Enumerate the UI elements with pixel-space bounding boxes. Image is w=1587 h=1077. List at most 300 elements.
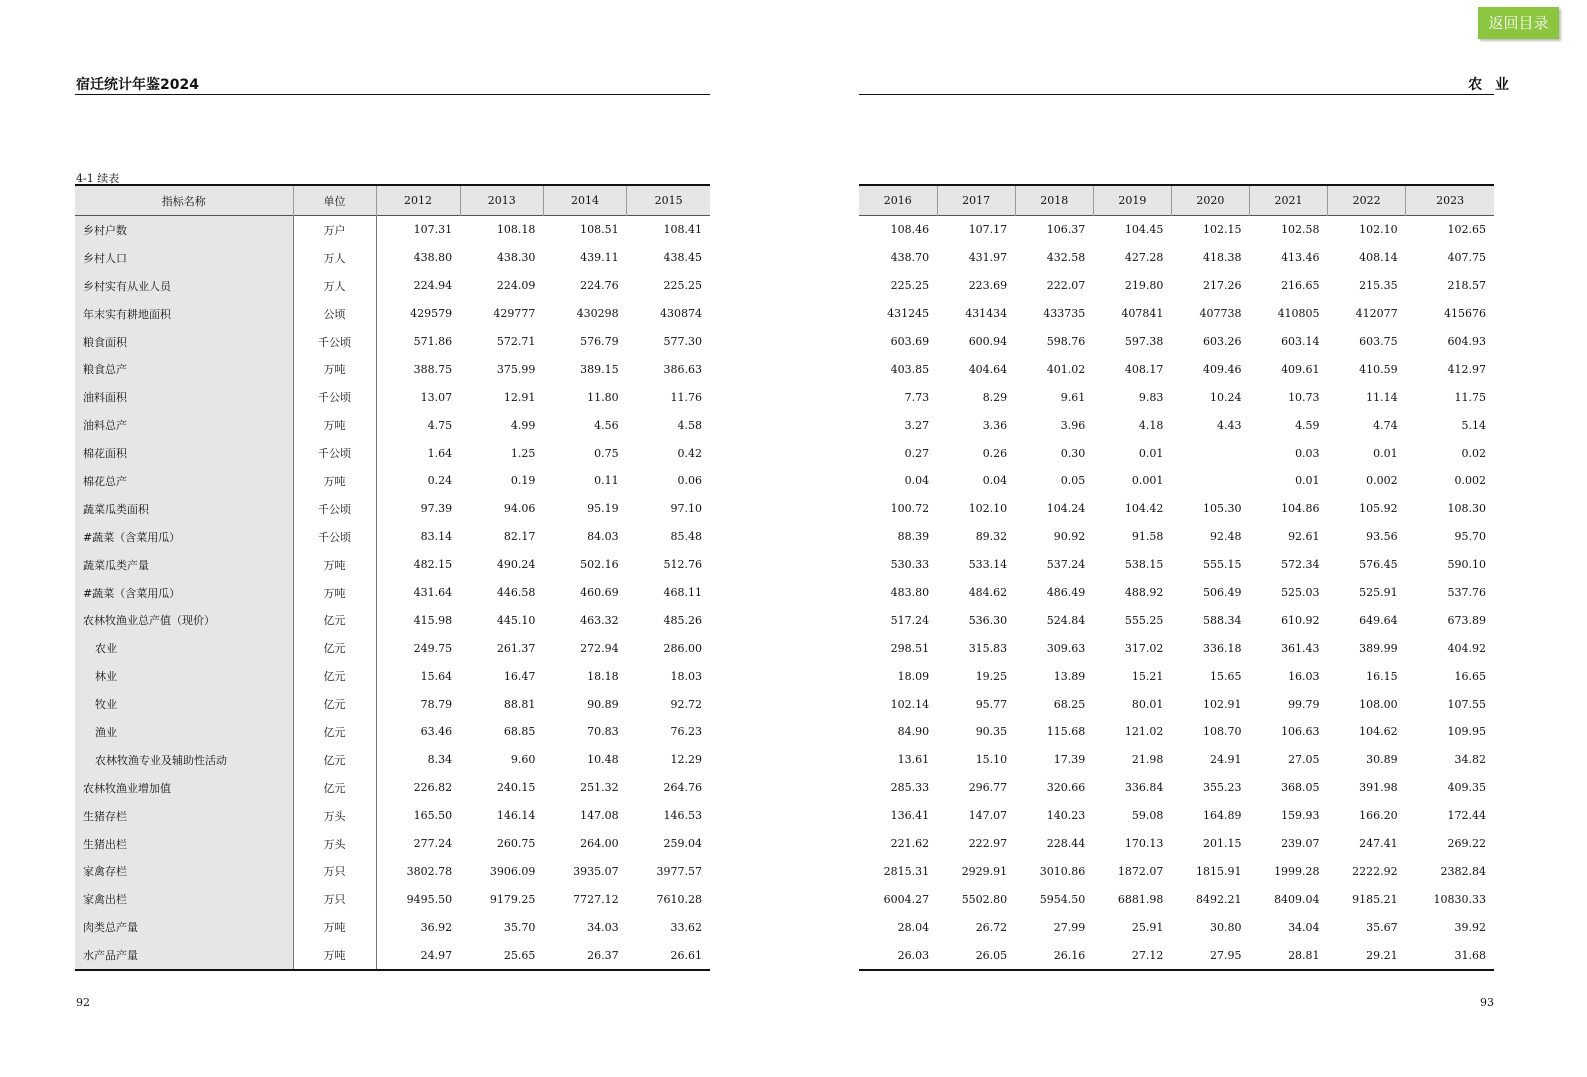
- table-row: [75, 383, 710, 411]
- table-cell: 429579: [410, 307, 453, 321]
- table-cell: 555.15: [1202, 558, 1242, 572]
- table-cell: 16.47: [503, 669, 536, 683]
- table-cell: 261.37: [496, 641, 536, 655]
- table-cell: 63.46: [420, 725, 453, 739]
- table-cell: 97.39: [420, 502, 453, 516]
- table-cell: 28.81: [1249, 941, 1327, 970]
- table-cell: 35.70: [503, 920, 536, 934]
- table-cell: 588.34: [1202, 613, 1242, 627]
- table-cell: 104.24: [1046, 502, 1086, 516]
- table-cell: 88.81: [503, 697, 536, 711]
- table-cell: 76.23: [670, 725, 702, 739]
- table-cell: 240.15: [496, 781, 536, 795]
- table-cell: 533.14: [968, 558, 1008, 572]
- table-cell: 104.86: [1281, 502, 1320, 516]
- table-cell: 517.24: [890, 613, 930, 627]
- table-cell: 0.19: [510, 474, 536, 488]
- table-cell: 409.35: [1447, 781, 1486, 795]
- table-cell: 572.71: [496, 335, 536, 348]
- table-cell: 24.91: [1209, 753, 1242, 767]
- row-unit: 万只: [293, 857, 376, 885]
- row-label: 油料面积: [75, 383, 293, 411]
- table-row: [859, 411, 1494, 439]
- table-cell: 429777: [493, 307, 536, 321]
- column-header-year: 2016: [859, 185, 937, 216]
- table-cell: 172.44: [1447, 809, 1486, 823]
- table-cell: 18.18: [587, 669, 619, 683]
- row-label: 年末实有耕地面积: [75, 300, 293, 328]
- table-header-row: [859, 185, 1494, 216]
- table-cell: 438.70: [890, 251, 930, 265]
- table-cell: 432.58: [1046, 251, 1086, 265]
- table-cell: 3010.86: [1039, 864, 1086, 878]
- table-cell: 408.14: [1359, 251, 1398, 265]
- row-unit: 万吨: [293, 579, 376, 607]
- table-row: [859, 272, 1494, 300]
- table-cell: 16.15: [1366, 669, 1398, 683]
- table-cell: 16.03: [1288, 669, 1320, 683]
- table-cell: 105.30: [1202, 502, 1242, 516]
- table-cell: 107.55: [1447, 697, 1486, 711]
- row-label: 农林牧渔业增加值: [75, 774, 293, 802]
- table-cell: 39.92: [1454, 920, 1486, 934]
- column-header-unit: 单位: [293, 185, 376, 216]
- table-cell: 2815.31: [883, 864, 930, 878]
- page-number-left: 92: [76, 996, 90, 1009]
- table-cell: 102.65: [1447, 223, 1486, 237]
- table-cell: 136.41: [890, 809, 930, 823]
- table-row: [75, 718, 710, 746]
- table-cell: 572.34: [1281, 558, 1320, 572]
- table-cell: 9.60: [510, 753, 536, 767]
- table-cell: 431.64: [413, 586, 453, 600]
- table-cell: 11.14: [1366, 390, 1398, 404]
- row-unit: 万只: [293, 885, 376, 913]
- table-cell: 85.48: [670, 530, 702, 544]
- row-unit: 千公顷: [293, 495, 376, 523]
- row-label: 油料总产: [75, 411, 293, 439]
- table-cell: 0.04: [904, 474, 930, 488]
- column-header-year: 2015: [627, 185, 710, 216]
- table-cell: 286.00: [663, 641, 702, 655]
- table-cell: 88.39: [897, 530, 930, 544]
- row-unit: 亿元: [293, 746, 376, 774]
- table-cell: 0.11: [594, 474, 619, 488]
- table-cell: 269.22: [1447, 837, 1486, 851]
- table-row: [75, 802, 710, 830]
- table-cell: 27.99: [1053, 920, 1086, 934]
- table-cell: 12.91: [503, 390, 536, 404]
- table-cell: 106.63: [1281, 725, 1320, 739]
- table-cell: 538.15: [1124, 558, 1164, 572]
- table-row: [859, 244, 1494, 272]
- table-cell: 2382.84: [1440, 864, 1486, 878]
- row-unit: 千公顷: [293, 523, 376, 551]
- table-cell: 216.65: [1281, 279, 1320, 293]
- table-cell: 468.11: [663, 586, 702, 600]
- table-cell: 8.29: [982, 390, 1008, 404]
- table-cell: 10.24: [1209, 390, 1242, 404]
- book-title: 宿迁统计年鉴2024: [76, 77, 199, 93]
- column-header-year: 2021: [1249, 185, 1327, 216]
- table-row: [859, 718, 1494, 746]
- table-cell: 483.80: [890, 586, 930, 600]
- table-cell: 10.48: [587, 753, 619, 767]
- table-cell: 401.02: [1046, 362, 1086, 376]
- table-cell: 225.25: [663, 279, 702, 293]
- row-unit: 万吨: [293, 411, 376, 439]
- page-number-right: 93: [1480, 996, 1494, 1009]
- table-cell: 603.14: [1281, 335, 1320, 348]
- table-cell: 403.85: [890, 362, 930, 376]
- table-cell: 409.61: [1281, 362, 1320, 376]
- table-cell: 108.70: [1202, 725, 1242, 739]
- column-header-year: 2019: [1093, 185, 1171, 216]
- table-row: [75, 495, 710, 523]
- table-cell: 407738: [1199, 307, 1242, 321]
- table-cell: 410805: [1277, 307, 1320, 321]
- table-cell: 222.07: [1046, 279, 1086, 293]
- table-row: [859, 606, 1494, 634]
- table-cell: 389.99: [1359, 641, 1398, 655]
- section-title: 农 业: [1468, 77, 1513, 93]
- table-cell: 166.20: [1359, 809, 1398, 823]
- table-cell: 386.63: [663, 362, 702, 376]
- table-cell: 59.08: [1131, 809, 1164, 823]
- table-cell: 506.49: [1202, 586, 1242, 600]
- table-cell: 0.06: [677, 474, 702, 488]
- table-cell: 27.05: [1288, 753, 1320, 767]
- column-header-year: 2013: [460, 185, 543, 216]
- table-cell: 375.99: [496, 362, 536, 376]
- table-cell: 298.51: [890, 641, 930, 655]
- table-cell: 5502.80: [961, 892, 1008, 906]
- table-cell: 18.09: [897, 669, 930, 683]
- table-cell: 525.91: [1359, 586, 1398, 600]
- row-label: 家禽存栏: [75, 857, 293, 885]
- table-cell: 82.17: [503, 530, 536, 544]
- table-cell: 0.01: [1138, 446, 1164, 460]
- table-row: [75, 244, 710, 272]
- row-unit: 亿元: [293, 774, 376, 802]
- table-row: [859, 913, 1494, 941]
- header-rule-right: [859, 94, 1494, 95]
- table-cell: 102.15: [1202, 223, 1242, 237]
- table-cell: 13.07: [420, 390, 453, 404]
- table-cell: 603.69: [890, 335, 930, 348]
- table-row: [75, 606, 710, 634]
- table-row: [75, 774, 710, 802]
- table-cell: 15.10: [975, 753, 1008, 767]
- table-cell: 102.10: [1359, 223, 1398, 237]
- table-cell: 438.30: [496, 251, 536, 265]
- table-cell: 3977.57: [656, 864, 702, 878]
- row-label: 农林牧渔专业及辅助性活动: [75, 746, 293, 774]
- table-cell: 105.92: [1359, 502, 1398, 516]
- table-row: [75, 634, 710, 662]
- table-cell: 0.27: [904, 446, 930, 460]
- table-row: [859, 579, 1494, 607]
- table-cell: 224.94: [413, 279, 453, 293]
- table-row: [859, 551, 1494, 579]
- row-label: 生猪存栏: [75, 802, 293, 830]
- row-unit: 千公顷: [293, 328, 376, 356]
- table-cell: 9495.50: [406, 892, 453, 906]
- table-cell: 0.26: [982, 446, 1008, 460]
- table-cell: 91.58: [1131, 530, 1164, 544]
- table-cell: 412077: [1355, 307, 1398, 321]
- table-cell: 8.34: [427, 753, 453, 767]
- table-cell: 95.19: [587, 502, 619, 516]
- table-cell: 446.58: [496, 586, 536, 600]
- table-cell: 433735: [1043, 307, 1086, 321]
- row-unit: 万吨: [293, 941, 376, 970]
- row-label: 粮食总产: [75, 355, 293, 383]
- table-cell: 524.84: [1046, 613, 1086, 627]
- table-cell: 159.93: [1281, 809, 1320, 823]
- table-cell: 13.89: [1053, 669, 1086, 683]
- table-cell: 215.35: [1359, 279, 1398, 293]
- table-cell: 439.11: [580, 251, 619, 265]
- table-header-row: [75, 185, 710, 216]
- table-cell: 107.17: [968, 223, 1008, 237]
- table-cell: 438.80: [413, 251, 453, 265]
- row-unit: 万吨: [293, 355, 376, 383]
- table-cell: 3935.07: [573, 864, 619, 878]
- header-rule-left: [75, 94, 710, 95]
- table-cell: 486.49: [1046, 586, 1086, 600]
- row-unit: 万头: [293, 830, 376, 858]
- row-unit: 千公顷: [293, 439, 376, 467]
- table-row: [75, 411, 710, 439]
- table-cell: 26.16: [1015, 941, 1093, 970]
- table-cell: 26.61: [627, 941, 710, 970]
- table-cell: 225.25: [890, 279, 930, 293]
- table-cell: 108.46: [890, 223, 930, 237]
- table-cell: 264.00: [580, 837, 619, 851]
- table-cell: [1171, 439, 1249, 467]
- table-cell: 226.82: [413, 781, 453, 795]
- table-cell: 4.74: [1373, 418, 1398, 432]
- table-cell: 430298: [576, 307, 619, 321]
- table-row: [75, 216, 710, 244]
- table-row: [859, 383, 1494, 411]
- table-cell: 28.04: [897, 920, 930, 934]
- table-cell: 25.65: [460, 941, 543, 970]
- row-unit: 亿元: [293, 634, 376, 662]
- table-cell: 277.24: [413, 837, 453, 851]
- table-row: [859, 634, 1494, 662]
- table-cell: 431.97: [968, 251, 1008, 265]
- row-unit: 万吨: [293, 551, 376, 579]
- table-row: [859, 830, 1494, 858]
- table-cell: 576.45: [1359, 558, 1398, 572]
- row-unit: 亿元: [293, 690, 376, 718]
- table-cell: 4.58: [677, 418, 702, 432]
- row-label: 棉花总产: [75, 467, 293, 495]
- column-header-year: 2014: [543, 185, 626, 216]
- row-unit: 万吨: [293, 913, 376, 941]
- table-cell: 0.24: [427, 474, 453, 488]
- table-cell: 104.62: [1359, 725, 1398, 739]
- table-cell: 2222.92: [1352, 864, 1398, 878]
- table-cell: 165.50: [413, 809, 453, 823]
- table-cell: 26.37: [543, 941, 626, 970]
- back-to-contents-button[interactable]: 返回目录: [1478, 7, 1559, 39]
- table-cell: 577.30: [663, 335, 702, 348]
- row-unit: 亿元: [293, 718, 376, 746]
- table-row: [75, 941, 710, 970]
- table-cell: 603.26: [1202, 335, 1242, 348]
- table-cell: 239.07: [1281, 837, 1320, 851]
- table-row: [859, 857, 1494, 885]
- table-cell: 0.30: [1060, 446, 1086, 460]
- table-row: [859, 300, 1494, 328]
- table-cell: 97.10: [670, 502, 702, 516]
- table-cell: 5.14: [1461, 418, 1486, 432]
- table-cell: 604.93: [1447, 335, 1486, 348]
- row-unit: 万人: [293, 272, 376, 300]
- table-cell: 25.91: [1131, 920, 1164, 934]
- table-cell: 0.001: [1131, 474, 1164, 488]
- table-cell: 27.12: [1093, 941, 1171, 970]
- table-cell: 415.98: [413, 613, 453, 627]
- table-cell: 388.75: [413, 362, 453, 376]
- table-cell: 11.75: [1454, 390, 1486, 404]
- table-cell: 35.67: [1366, 920, 1398, 934]
- table-cell: 4.43: [1216, 418, 1242, 432]
- table-cell: 115.68: [1046, 725, 1086, 739]
- table-cell: 8492.21: [1195, 892, 1242, 906]
- row-label: 牧业: [75, 690, 293, 718]
- table-cell: 488.92: [1124, 586, 1164, 600]
- row-unit: 亿元: [293, 606, 376, 634]
- row-label: 渔业: [75, 718, 293, 746]
- table-cell: 95.77: [975, 697, 1008, 711]
- table-cell: 15.64: [420, 669, 453, 683]
- table-cell: 104.45: [1124, 223, 1164, 237]
- data-table-right: [859, 184, 1494, 971]
- table-cell: 315.83: [968, 641, 1008, 655]
- table-cell: 95.70: [1454, 530, 1486, 544]
- table-cell: 247.41: [1359, 837, 1398, 851]
- table-cell: 90.89: [587, 697, 619, 711]
- table-cell: 102.91: [1202, 697, 1242, 711]
- table-cell: 590.10: [1447, 558, 1486, 572]
- table-cell: 431245: [887, 307, 930, 321]
- table-row: [75, 300, 710, 328]
- table-cell: 430874: [660, 307, 702, 321]
- table-cell: 525.03: [1281, 586, 1320, 600]
- table-cell: 264.76: [663, 781, 702, 795]
- row-unit: 公顷: [293, 300, 376, 328]
- table-cell: 673.89: [1447, 613, 1486, 627]
- table-row: [859, 467, 1494, 495]
- table-cell: 16.65: [1454, 669, 1486, 683]
- table-cell: 418.38: [1202, 251, 1242, 265]
- row-label: 蔬菜瓜类产量: [75, 551, 293, 579]
- table-row: [75, 579, 710, 607]
- table-cell: 147.08: [580, 809, 619, 823]
- table-cell: 512.76: [663, 558, 702, 572]
- table-cell: 409.46: [1202, 362, 1242, 376]
- row-label: 乡村户数: [75, 216, 293, 244]
- table-cell: 104.42: [1124, 502, 1164, 516]
- table-cell: 80.01: [1131, 697, 1164, 711]
- table-cell: 0.75: [594, 446, 619, 460]
- table-cell: 407841: [1121, 307, 1164, 321]
- row-label: 肉类总产量: [75, 913, 293, 941]
- table-cell: 224.09: [496, 279, 536, 293]
- table-cell: 26.72: [975, 920, 1008, 934]
- table-cell: 502.16: [580, 558, 619, 572]
- table-cell: 26.03: [859, 941, 937, 970]
- table-cell: 34.03: [587, 920, 619, 934]
- table-cell: 147.07: [968, 809, 1008, 823]
- column-header-year: 2018: [1015, 185, 1093, 216]
- table-cell: 15.21: [1131, 669, 1164, 683]
- table-cell: 68.85: [503, 725, 536, 739]
- row-label: 粮食面积: [75, 328, 293, 356]
- row-label: 农林牧渔业总产值（现价）: [75, 606, 293, 634]
- table-cell: 0.42: [677, 446, 702, 460]
- table-cell: 107.31: [413, 223, 453, 237]
- table-cell: 0.02: [1461, 446, 1486, 460]
- table-row: [75, 885, 710, 913]
- table-cell: 355.23: [1202, 781, 1242, 795]
- table-cell: 84.03: [587, 530, 619, 544]
- table-cell: 89.32: [975, 530, 1008, 544]
- table-cell: 427.28: [1124, 251, 1164, 265]
- table-cell: 389.15: [580, 362, 619, 376]
- table-cell: 404.64: [968, 362, 1008, 376]
- row-label: 乡村实有从业人员: [75, 272, 293, 300]
- table-cell: 336.18: [1202, 641, 1242, 655]
- table-cell: 463.32: [580, 613, 619, 627]
- column-header-year: 2023: [1406, 185, 1494, 216]
- table-cell: 228.44: [1046, 837, 1086, 851]
- row-unit: 千公顷: [293, 383, 376, 411]
- table-cell: 408.17: [1124, 362, 1164, 376]
- row-unit: 万户: [293, 216, 376, 244]
- table-cell: 407.75: [1447, 251, 1486, 265]
- table-cell: 31.68: [1406, 941, 1494, 970]
- table-cell: 222.97: [968, 837, 1008, 851]
- table-cell: 3.96: [1060, 418, 1086, 432]
- table-cell: 649.64: [1359, 613, 1398, 627]
- table-cell: 106.37: [1046, 223, 1086, 237]
- table-cell: 102.14: [890, 697, 930, 711]
- table-cell: 537.76: [1447, 586, 1486, 600]
- table-cell: 0.04: [982, 474, 1008, 488]
- table-cell: 9185.21: [1352, 892, 1398, 906]
- table-cell: 404.92: [1447, 641, 1486, 655]
- row-unit: 万头: [293, 802, 376, 830]
- table-cell: 317.02: [1124, 641, 1164, 655]
- table-cell: 146.14: [496, 809, 536, 823]
- table-cell: 164.89: [1202, 809, 1242, 823]
- table-row: [75, 551, 710, 579]
- table-cell: 3906.09: [489, 864, 536, 878]
- table-cell: 8409.04: [1274, 892, 1320, 906]
- table-row: [75, 439, 710, 467]
- row-label: 乡村人口: [75, 244, 293, 272]
- table-cell: 90.35: [975, 725, 1008, 739]
- table-cell: 12.29: [670, 753, 702, 767]
- table-cell: 598.76: [1046, 335, 1086, 348]
- row-label: 林业: [75, 662, 293, 690]
- table-cell: 108.00: [1359, 697, 1398, 711]
